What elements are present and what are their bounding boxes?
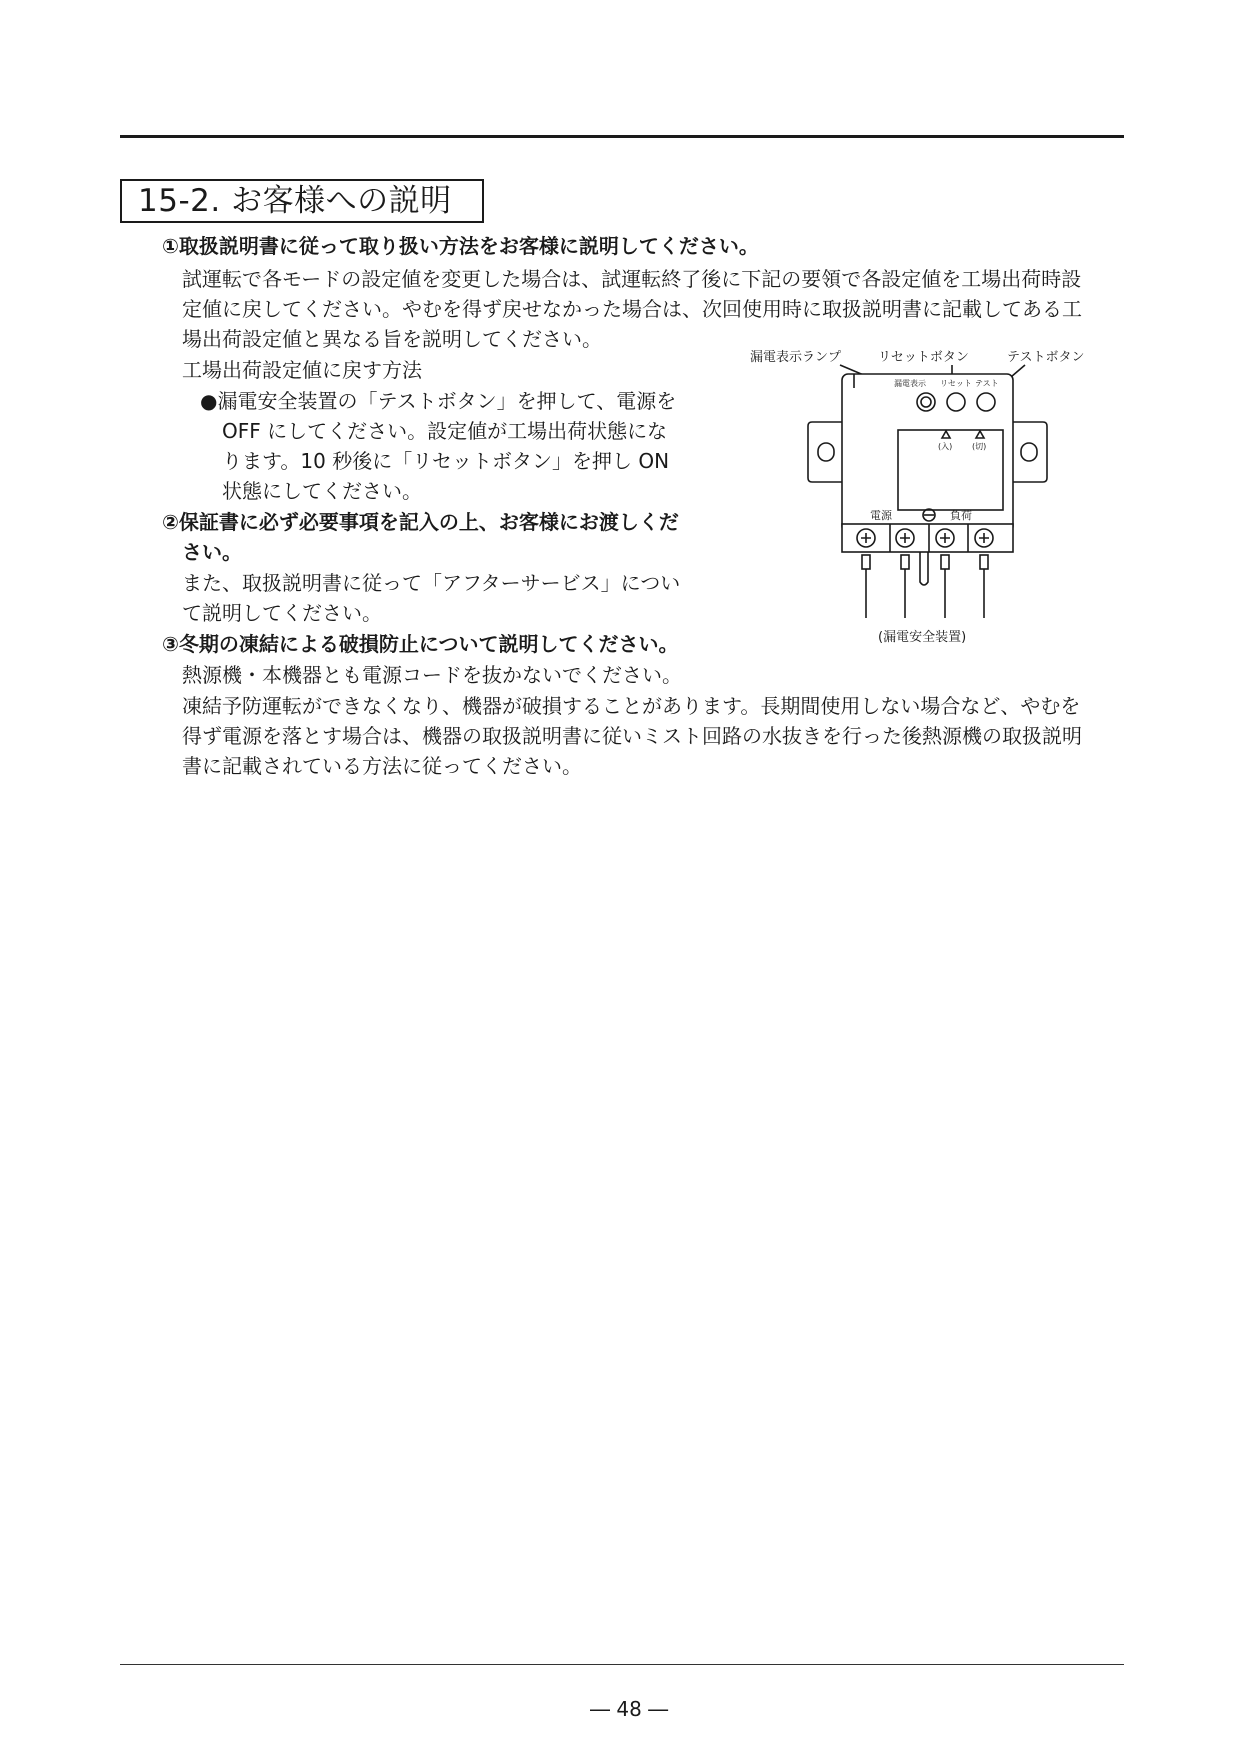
terminal-power-label: 電源 — [870, 509, 892, 522]
right-mounting-ear — [1013, 422, 1047, 482]
item-1-line: 工場出荷設定値に戻す方法 — [182, 358, 422, 382]
wire-ferrule — [941, 555, 949, 569]
item-3-line: 熱源機・本機器とも電源コードを抜かないでください。 — [182, 663, 682, 687]
item-2-heading: さい。 — [182, 540, 242, 564]
mark-off-label: (切) — [972, 442, 987, 451]
leakage-safety-device-diagram — [790, 360, 1100, 640]
item-2-line: て説明してください。 — [182, 601, 382, 625]
wire-ferrule — [862, 555, 870, 569]
earth-wire — [920, 552, 928, 585]
callout-leak-lamp: 漏電表示ランプ — [750, 350, 842, 365]
reset-procedure-line: OFF にしてください。設定値が工場出荷状態にな — [222, 419, 668, 443]
panel-label-test: テスト — [975, 379, 999, 388]
reset-procedure-bullet: ●漏電安全装置の「テストボタン」を押して、電源を — [200, 389, 677, 413]
item-1-heading: ①取扱説明書に従って取り扱い方法をお客様に説明してください。 — [162, 234, 759, 258]
callout-test-button: テストボタン — [1007, 350, 1085, 365]
item-1-line: 定値に戻してください。やむを得ず戻せなかった場合は、次回使用時に取扱説明書に記載してある工 — [182, 297, 1082, 321]
item-3-line: 得ず電源を落とす場合は、機器の取扱説明書に従いミスト回路の水抜きを行った後熱源機の取扱説明 — [182, 724, 1082, 748]
figure-caption: (漏電安全装置) — [878, 630, 967, 645]
panel-label-reset: リセット — [940, 379, 972, 388]
section-title: 15-2. お客様への説明 — [120, 179, 484, 223]
panel-label-lamp: 漏電表示 — [894, 379, 926, 388]
item-2-line: また、取扱説明書に従って「アフターサービス」につい — [182, 571, 681, 595]
left-mount-hole — [818, 443, 834, 461]
reset-procedure-line: ります。10 秒後に「リセットボタン」を押し ON — [222, 449, 670, 473]
wire-ferrule — [980, 555, 988, 569]
item-3-line: 凍結予防運転ができなくなり、機器が破損することがあります。長期間使用しない場合など、やむを — [182, 694, 1081, 718]
mark-on-label: (入) — [938, 442, 953, 451]
item-3-line: 書に記載されている方法に従ってください。 — [182, 754, 582, 778]
right-mount-hole — [1021, 443, 1037, 461]
reset-procedure-line: 状態にしてください。 — [222, 479, 422, 503]
callout-reset-button: リセットボタン — [878, 350, 969, 365]
wire-ferrule — [901, 555, 909, 569]
left-mounting-ear — [808, 422, 842, 482]
item-3-heading: ③冬期の凍結による破損防止について説明してください。 — [162, 632, 679, 656]
footer-rule — [120, 1664, 1124, 1665]
item-1-line: 場出荷設定値と異なる旨を説明してください。 — [182, 327, 602, 351]
page-number: ― 48 ― — [590, 1697, 669, 1721]
item-1-line: 試運転で各モードの設定値を変更した場合は、試運転終了後に下記の要領で各設定値を工場出荷時設 — [182, 267, 1082, 291]
item-2-heading: ②保証書に必ず必要事項を記入の上、お客様にお渡しくだ — [162, 510, 679, 534]
header-rule — [120, 135, 1124, 138]
terminal-load-label: 負荷 — [950, 509, 972, 522]
